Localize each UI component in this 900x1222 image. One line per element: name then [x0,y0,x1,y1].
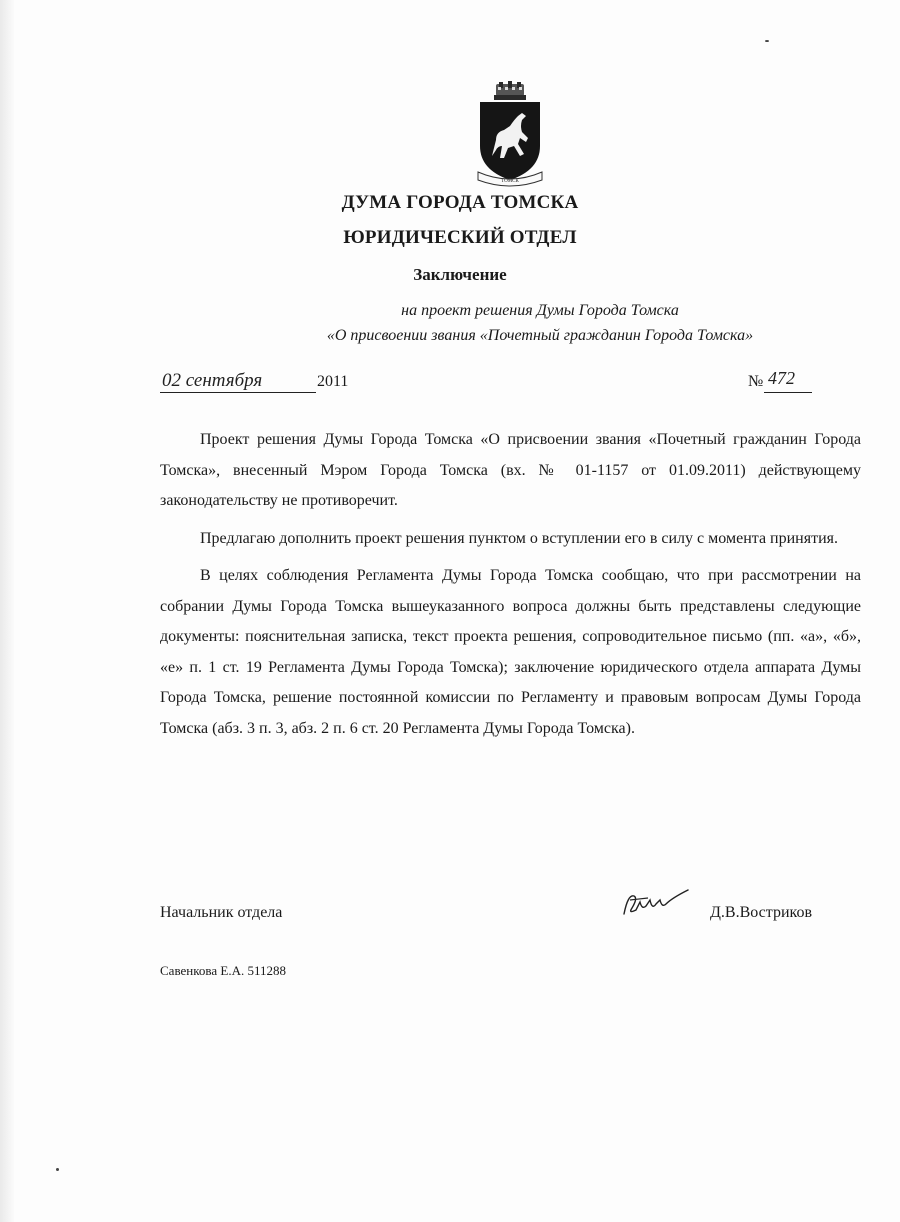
signatory-name: Д.В.Востриков [710,904,813,921]
handwritten-date [160,366,318,394]
body-paragraph: В целях соблюдения Регламента Думы Города Томска сообщаю, что при рассмотрении на собрании Думы Города Томска вышеуказанного вопроса должны быть представлены следующие документы: пояснительная записка, текст проекта решения, сопроводительное письмо (пп. «а», «б», «е» п. 1 ст. 19 Регламента Думы Города Томска); заключение юридического отдела аппарата Думы Города Томска, решение постоянной комиссии по Регламенту и правовым вопросам Думы Города Томска (абз. 3 п. 3, абз. 2 п. 6 ст. 20 Регламента Думы Города Томска). [160,567,861,737]
organization-name: ДУМА ГОРОДА ТОМСКА [341,192,579,213]
executor-contact: Савенкова Е.А. 511288 [160,963,286,978]
scan-speck [765,40,769,42]
number-underline [764,392,812,393]
document-type-heading: Заключение [413,265,507,284]
scan-edge-shadow [0,0,14,1222]
handwritten-date-text: 02 сентября [162,370,263,391]
document-body [160,425,861,751]
body-paragraph: Проект решения Думы Города Томска «О присвоении звания «Почетный гражданин Города Томска», внесенный Мэром Города Томска (вх. № 01-1157 от 01.09.2011) действующему законодательству не противоречит. [160,431,861,509]
scan-speck [56,1168,59,1171]
number-label: № [748,373,764,390]
handwritten-number [764,364,812,392]
subject-line-2: «О присвоении звания «Почетный гражданин Города Томска» [326,327,754,344]
department-name: ЮРИДИЧЕСКИЙ ОТДЕЛ [343,227,577,248]
coat-of-arms-emblem [474,80,546,192]
svg-text:ТОМСК: ТОМСК [501,179,519,184]
body-paragraph: Предлагаю дополнить проект решения пунктом о вступлении его в силу с момента принятия. [200,529,838,547]
date-year: 2011 [317,373,349,390]
handwritten-number-text: 472 [768,368,795,388]
signatory-role: Начальник отдела [160,904,283,921]
date-underline [160,392,316,393]
subject-line-1: на проект решения Думы Города Томска [401,302,679,319]
handwritten-signature [618,884,696,924]
